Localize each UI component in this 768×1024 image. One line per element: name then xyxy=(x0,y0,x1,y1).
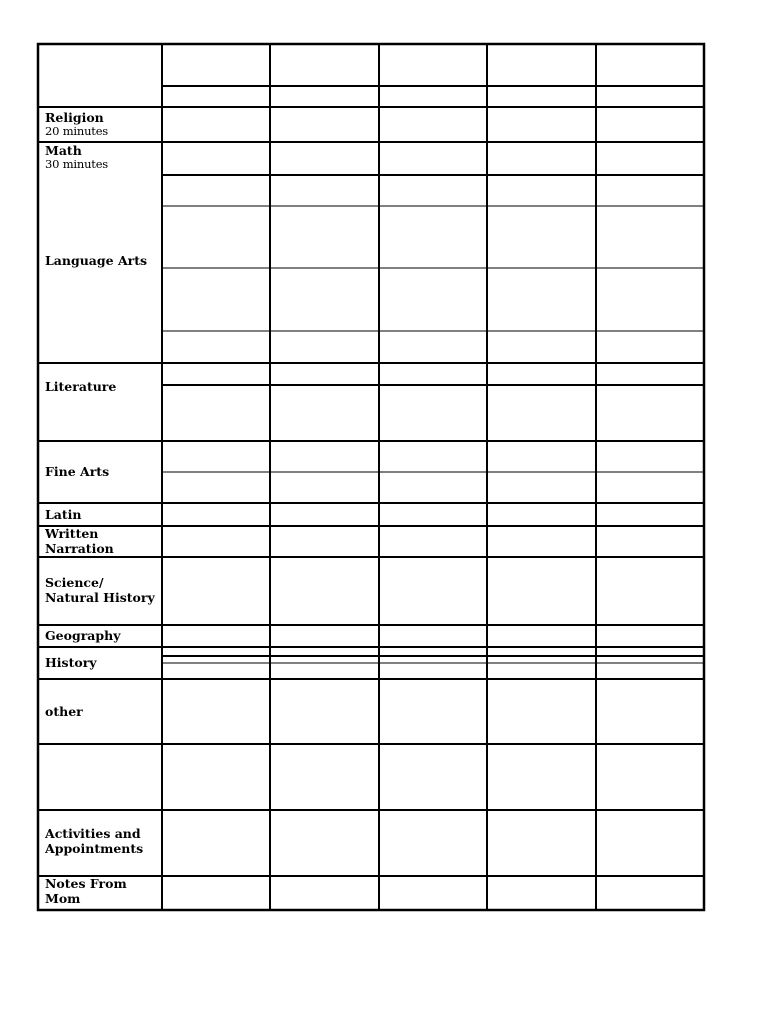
fine-arts-label: Fine Arts xyxy=(45,464,110,479)
subject-religion xyxy=(45,110,159,138)
notes-label: Notes From Mom xyxy=(45,876,127,906)
subject-science xyxy=(45,575,159,605)
religion-label: Religion xyxy=(45,110,104,125)
section-subrow-lines xyxy=(162,86,704,656)
thin-row-lines xyxy=(162,206,704,663)
subject-activities xyxy=(45,826,145,856)
history-label: History xyxy=(45,655,97,670)
row-lines xyxy=(38,107,704,876)
subject-fine-arts xyxy=(45,464,159,479)
latin-label: Latin xyxy=(45,507,82,522)
geography-label: Geography xyxy=(45,628,121,643)
subject-geography xyxy=(45,628,159,643)
subject-notes xyxy=(45,876,135,906)
subject-history xyxy=(45,655,159,670)
column-lines xyxy=(162,44,596,910)
subject-math xyxy=(45,143,159,171)
other-label: other xyxy=(45,704,83,719)
religion-duration: 20 minutes xyxy=(45,124,109,138)
literature-label: Literature xyxy=(45,379,117,394)
subject-written-narration xyxy=(45,526,125,556)
subject-literature xyxy=(45,379,159,394)
subject-other xyxy=(45,704,159,719)
language-arts-label: Language Arts xyxy=(45,253,148,268)
written-narration-label: Written Narration xyxy=(45,526,114,556)
math-duration: 30 minutes xyxy=(45,157,109,171)
science-label: Science/ Natural History xyxy=(45,575,155,605)
math-label: Math xyxy=(45,143,82,158)
subject-latin xyxy=(45,507,159,522)
activities-label: Activities and Appointments xyxy=(45,826,144,856)
subject-language-arts xyxy=(45,253,159,268)
